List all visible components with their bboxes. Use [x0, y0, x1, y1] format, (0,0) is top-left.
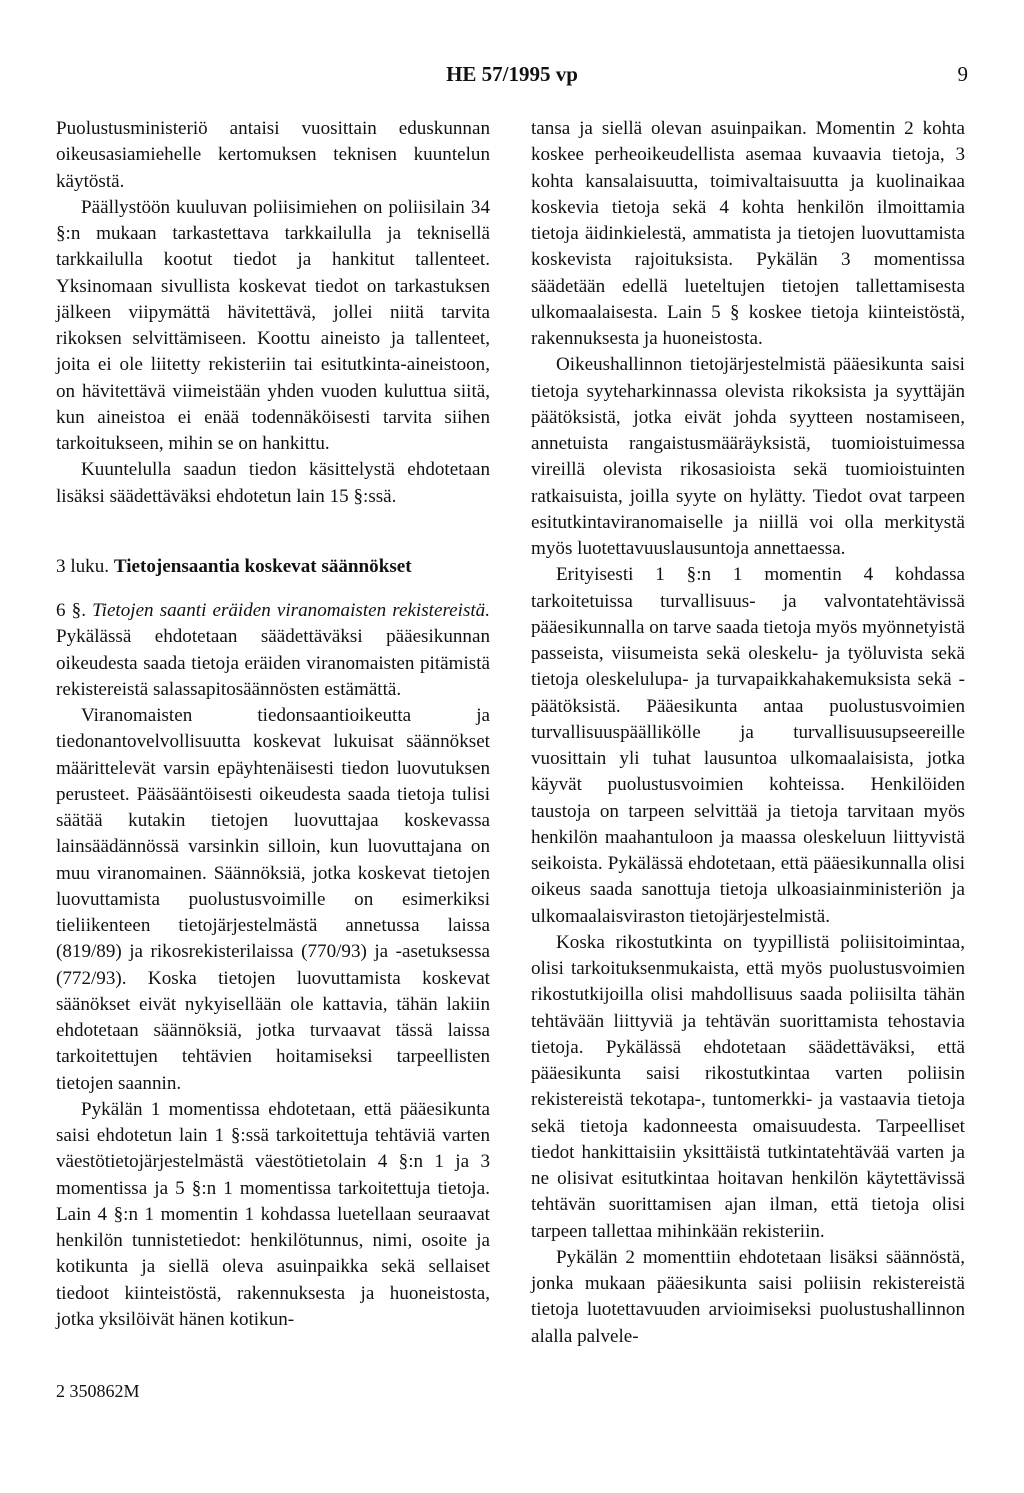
paragraph: Oikeushallinnon tietojärjestelmistä pääesikunta saisi tietoja syyteharkinnassa olevista rikoksista ja syyttäjän päätöksistä, jotka eivät johda syytteen nostamiseen, annetuista rangaistusmääräyksistä, tuomioistuimessa vireillä olevista rikosasioista sekä tuomioistuinten ratkaisuista, joilla syyte on hylätty. Tiedot ovat tarpeen esitutkintaviranomaiselle ja niillä voi olla merkitystä myös luotettavuuslausuntoja annettaessa. — [531, 354, 965, 559]
paragraph: Pykälän 1 momentissa ehdotetaan, että pääesikunta saisi ehdotetun lain 1 §:ssä tarkoitettuja tehtäviä varten väestötietojärjestelmästä väestötietolain 4 §:n 1 ja 3 momentissa ja 5 §:n 1 momentissa tarkoitettuja tietoja. Lain 4 §:n 1 momentin 1 kohdassa luetellaan seuraavat henkilön tunnistetiedot: henkilötunnus, nimi, osoite ja kotikunta ja siellä oleva asuinpaikka sekä sellaiset tiedoot kiinteistöstä, rakennuksesta ja huoneistosta, jotka yksilöivät hänen kotikun- — [56, 1098, 490, 1330]
paragraph: Erityisesti 1 §:n 1 momentin 4 kohdassa tarkoitetuissa turvallisuus- ja valvontatehtävissä pääesikunnalla on tarve saada tietoja myös myönnetyistä passeista, viisumeista sekä oleskelu- ja työluvista sekä tietoja oleskelulupa- ja turvapaikkahakemuksista sekä -päätöksistä. Pääesikunta antaa puolustusvoimien turvallisuuspäällikölle ja turvallisuusupseereille vuosittain yli tuhat lausuntoa ulkomaalaisista, jotka käyvät puolustusvoimien kohteissa. Henkilöiden taustoja on tarpeen selvittää ja tietoja tarvitaan myös henkilön maahantuloon ja maassa oleskeluun liittyvistä seikoista. Pykälässä ehdotetaan, että pääesikunnalla olisi oikeus saada sanottuja tietoja ulkoasiainministeriön ja ulkomaalaisviraston tietojärjestelmistä. — [531, 564, 965, 927]
paragraph: tansa ja siellä olevan asuinpaikan. Momentin 2 kohta koskee perheoikeudellista asemaa kuvaavia tietoja, 3 kohta kansalaisuutta, toimivaltaisuutta ja kuolinaikaa koskevia tietoja sekä 4 kohta henkilön ilmoittamia tietoja äidinkielestä, ammatista ja tietojen luovuttamista koskevista rajoituksista. Pykälän 3 momentissa säädetään edellä lueteltujen tietojen tallettamisesta ulkomaalaisesta. Lain 5 § koskee tietoja kiinteistöstä, rakennuksesta ja huoneistosta. — [531, 118, 965, 349]
section-title: Tietojen saanti eräiden viranomaisten rekistereistä. — [92, 600, 490, 621]
section-number: 6 §. — [56, 600, 86, 621]
page-number: 9 — [957, 62, 968, 86]
paragraph: Pykälän 2 momenttiin ehdotetaan lisäksi säännöstä, jonka mukaan pääesikunta saisi poliisin rekistereistä tietoja luotettavuuden arvioimiseksi puolustushallinnon alalla palvele- — [531, 1246, 965, 1347]
print-code: 2 350862M — [56, 1381, 140, 1401]
right-column — [531, 116, 965, 1350]
left-column — [56, 116, 490, 1333]
chapter-heading — [56, 554, 490, 580]
section-text: Pykälässä ehdotetaan säädettäväksi pääesikunnan oikeudesta saada tietoja eräiden viranomaisten pitämistä rekistereistä salassapitosäännösten estämättä. — [56, 626, 490, 700]
paragraph: Päällystöön kuuluvan poliisimiehen on poliisilain 34 §:n mukaan tarkastettava tarkkailulla ja teknisellä tarkkailulla kootut tiedot ja hankitut tallenteet. Yksinomaan sivullista koskevat tiedot on tarkastuksen jälkeen viipymättä hävitettävä, jollei niitä tarvita rikoksen selvittämiseen. Koottu aineisto ja tallenteet, joita ei ole liitetty rekisteriin tai esitutkinta-aineistoon, on hävitettävä viimeistään yhden vuoden kuluttua siitä, kun aineistoa ei enää todennäköisesti tarvita siihen tarkoitukseen, mihin se on hankittu. — [56, 196, 490, 454]
paragraph: Koska rikostutkinta on tyypillistä poliisitoimintaa, olisi tarkoituksenmukaista, että myös puolustusvoimien rikostutkijoilla olisi mahdollisuus saada poliisilta tähän tehtävään liittyviä ja tehtävän suorittamista tehostavia tietoja. Pykälässä ehdotetaan säädettäväksi, että pääesikunta saisi rikostutkintaa varten poliisin rekistereistä tekotapa-, tuntomerkki- ja vastaavia tietoja sekä tietoja kadonneesta omaisuudesta. Tarpeelliset tiedot hankittaisiin yksittäistä tutkintatehtävää varten ja ne olisivat esitutkintaa hoitavan henkilön käytettävissä tehtävän suorittamisen ajan ilman, että tietoja olisi tarpeen tallettaa mihinkään rekisteriin. — [531, 931, 965, 1242]
section-paragraph — [56, 598, 490, 703]
paragraph: Kuuntelulla saadun tiedon käsittelystä ehdotetaan lisäksi säädettäväksi ehdotetun lain 15 §:ssä. — [56, 459, 490, 507]
page-header — [0, 62, 1024, 92]
paragraph: Puolustusministeriö antaisi vuosittain eduskunnan oikeusasiamiehelle kertomuksen teknisen kuuntelun käytöstä. — [56, 118, 490, 192]
paragraph: Viranomaisten tiedonsaantioikeutta ja tiedonantovelvollisuutta koskevat lukuisat säännökset määrittelevät varsin epäyhtenäisesti tiedon luovutuksen perusteet. Pääsääntöisesti oikeudesta saada tietoja tulisi säätää kutakin tietojen luovuttajaa koskevassa lainsäädännössä varsinkin silloin, kun luovuttajana on muu viranomainen. Säännöksiä, jotka koskevat tietojen luovuttamista puolustusvoimille on esimerkiksi tieliikenteen tietojärjestelmästä annetussa laissa (819/89) ja rikosrekisterilaissa (770/93) ja -asetuksessa (772/93). Koska tietojen luovuttamista koskevat säänökset eivät nykyisellään ole kattavia, tähän lakiin ehdotetaan säännöksiä, jotka turvaavat tässä laissa tarkoitettujen tehtävien hoitamiseksi tarpeellisten tietojen saannin. — [56, 705, 490, 1094]
chapter-number: 3 luku. — [56, 555, 110, 577]
chapter-title: Tietojensaantia koskevat säännökset — [113, 555, 412, 577]
running-title: HE 57/1995 vp — [446, 62, 578, 86]
